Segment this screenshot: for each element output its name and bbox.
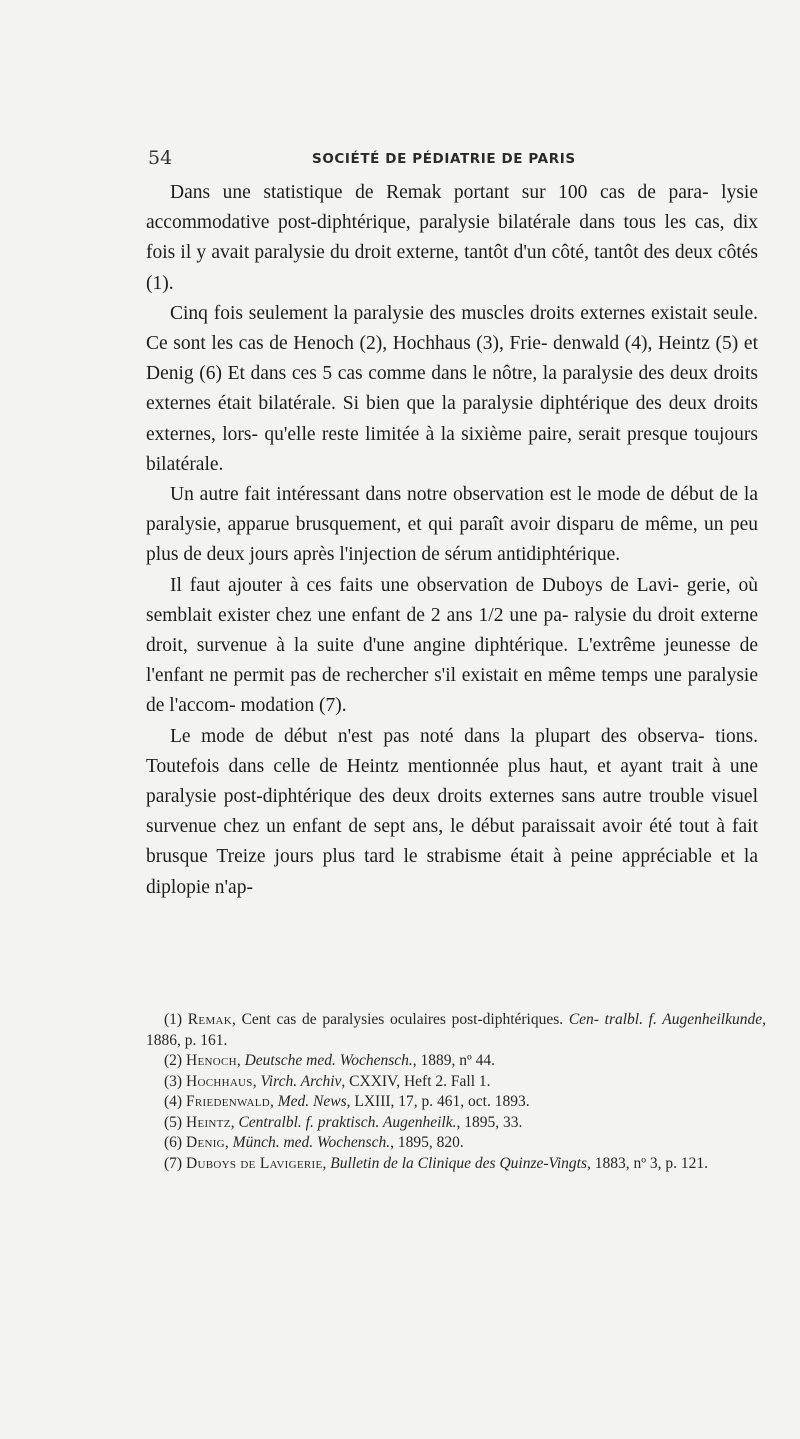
footnote-text: , 1895, 33.	[456, 1113, 523, 1131]
footnote-author: Denig	[185, 1134, 225, 1151]
footnote-number: (7)	[164, 1154, 183, 1172]
paragraph: Il faut ajouter à ces faits une observation de Duboys de Lavi- gerie, où semblait exister chez une enfant de 2 ans 1/2 une pa- ralysie du droit externe droit, survenue à la suite d'une angine diphtérique. L'extrême jeunesse de l'enfant ne permit pas de rechercher s'il existait en même temps une paralysie de l'accom- modation (7).	[146, 574, 758, 717]
footnote-author: Henoch	[185, 1052, 237, 1069]
footnote-number: (4)	[164, 1093, 183, 1110]
footnote	[146, 1092, 766, 1113]
footnote-number: (1)	[164, 1011, 183, 1028]
footnote-text: , 1889, nº 44.	[412, 1052, 496, 1069]
paragraph: Le mode de début n'est pas noté dans la plupart des observa- tions. Toutefois dans celle de Heintz mentionnée plus haut, et ayant trait à une paralysie post-diphtérique des deux droits externes sans autre trouble visuel survenue chez un enfant de sept ans, le début paraissait avoir été tout à fait brusque Treize jours plus tard le strabisme était à peine appréciable et la diplopie n'ap-	[146, 725, 758, 898]
footnote-number: (6)	[164, 1134, 183, 1151]
footnote-number: (2)	[164, 1052, 183, 1069]
footnote-journal: Bulletin de la Clinique des Quinze-Vingts	[330, 1154, 587, 1172]
footnote	[146, 1010, 766, 1051]
footnote-text: , 1886, p. 161.	[146, 1011, 766, 1049]
paragraph: Un autre fait intéressant dans notre observation est le mode de début de la paralysie, apparue brusquement, et qui paraît avoir disparu de même, un peu plus de deux jours après l'injection de sérum antidiphtérique.	[146, 484, 758, 566]
footnote-text: ,	[322, 1154, 331, 1172]
footnote-text: , LXIII, 17, p. 461, oct. 1893.	[346, 1093, 530, 1110]
footnote-text: , Cent cas de paralysies oculaires post-diphtériques.	[232, 1011, 569, 1028]
running-title: SOCIÉTÉ DE PÉDIATRIE DE PARIS	[312, 151, 576, 167]
footnote-text: , 1895, 820.	[390, 1134, 464, 1151]
footnote-text: , 1883, nº 3, p. 121.	[587, 1154, 709, 1172]
footnote-journal: Virch. Archiv	[260, 1072, 342, 1090]
footnote-number: (3)	[164, 1072, 183, 1090]
footnote	[146, 1072, 766, 1093]
footnote	[146, 1133, 766, 1154]
body-text	[146, 178, 758, 903]
footnote-journal: Münch. med. Wochensch.	[232, 1134, 391, 1151]
footnote-text: ,	[269, 1093, 278, 1110]
footnote-number: (5)	[164, 1113, 183, 1131]
footnote-text: ,	[224, 1134, 233, 1151]
footnote-author: Friedenwald	[185, 1093, 270, 1110]
footnote-text: ,	[230, 1113, 239, 1131]
footnote-text: ,	[252, 1072, 261, 1090]
footnote	[146, 1051, 766, 1072]
paragraph: Cinq fois seulement la paralysie des muscles droits externes existait seule. Ce sont les cas de Henoch (2), Hochhaus (3), Frie- denwald (4), Heintz (5) et Denig (6) Et dans ces 5 cas comme dans le nôtre, la paralysie des deux droits externes était bilatérale. Si bien que la paralysie diphtérique des deux droits externes, lors- qu'elle reste limitée à la sixième paire, serait presque toujours bilatérale.	[146, 302, 758, 475]
footnote-journal: Deutsche med. Wochensch.	[244, 1052, 413, 1069]
page-number: 54	[148, 147, 173, 169]
footnotes	[146, 1010, 766, 1174]
footnote-text: ,	[236, 1052, 245, 1069]
page-header	[148, 147, 758, 173]
footnote-journal: Med. News	[277, 1093, 347, 1110]
footnote-journal: Centralbl. f. praktisch. Augenheilk.	[238, 1113, 457, 1131]
footnote-author: Duboys de Lavigerie	[185, 1154, 323, 1172]
footnote-author: Hochhaus	[185, 1072, 253, 1090]
footnote	[146, 1113, 766, 1134]
footnote-text: , CXXIV, Heft 2. Fall 1.	[341, 1072, 491, 1090]
paragraph: Dans une statistique de Remak portant sur 100 cas de para- lysie accommodative post-diphtérique, paralysie bilatérale dans tous les cas, dix fois il y avait paralysie du droit externe, tantôt d'un côté, tantôt des deux côtés (1).	[146, 182, 758, 294]
footnote-author: Remak	[187, 1011, 233, 1028]
footnote	[146, 1154, 766, 1175]
footnote-journal: Cen- tralbl. f. Augenheilkunde	[568, 1011, 763, 1028]
footnote-author: Heintz	[185, 1113, 231, 1131]
